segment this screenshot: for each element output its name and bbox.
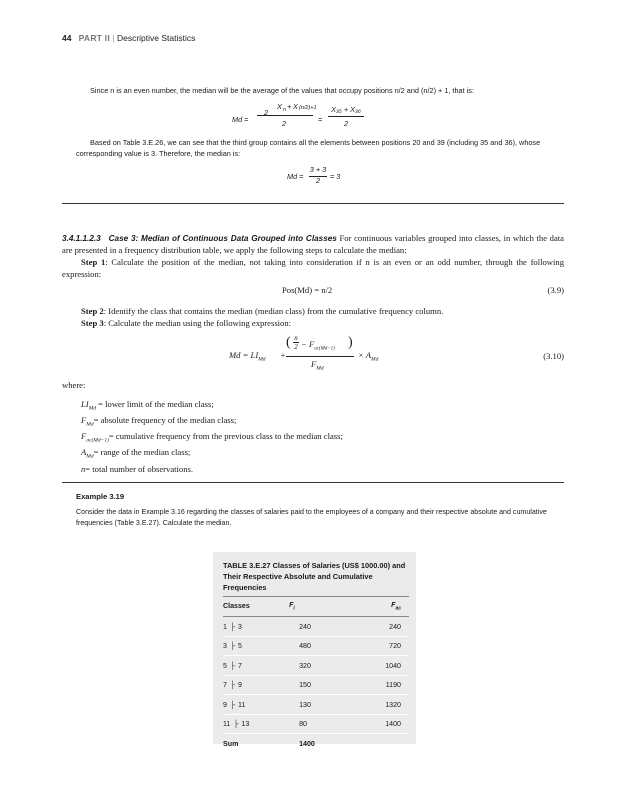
table-row xyxy=(223,656,409,676)
eq2-num: 3 + 3 xyxy=(309,165,327,177)
page-number: 44 xyxy=(62,33,72,43)
eq310-times: × $A_{Md}$ xyxy=(358,350,379,363)
definition-item: $LI_{Md}$ = lower limit of the median class; xyxy=(81,399,214,412)
header-fac: $F_{ac}$ xyxy=(354,597,409,617)
table-sum-row xyxy=(223,734,409,754)
step2-label: Step 2 xyxy=(81,306,104,316)
eq2-result: = 3 xyxy=(330,172,341,181)
table-row xyxy=(223,636,409,656)
table-row xyxy=(223,695,409,715)
eq1-denominator: 2 xyxy=(282,119,287,128)
part-number: II xyxy=(104,33,110,43)
sum-value: 1400 xyxy=(285,734,354,754)
table-row xyxy=(223,617,409,637)
example-text: Consider the data in Example 3.16 regarding the classes of salaries paid to the employees of a company and their respective absolute and cumulative frequencies (Table 3.E.27). Calculate the median. xyxy=(76,508,547,527)
part-label: PART xyxy=(78,33,103,43)
header-classes: Classes xyxy=(223,597,285,617)
eq2-lhs: Md = xyxy=(287,172,304,181)
section-divider xyxy=(62,203,564,204)
eq310-plus: + xyxy=(280,350,286,360)
definition-item: n= total number of observations. xyxy=(81,463,194,474)
median-result-equation xyxy=(287,165,367,189)
table-caption xyxy=(223,560,413,593)
eq1-num-left-2: 2 xyxy=(264,108,269,117)
eq1-den2: 2 xyxy=(343,119,349,128)
section-title: Case 3: Median of Continuous Data Grouped into Classes xyxy=(108,234,337,243)
example-divider xyxy=(62,482,564,483)
header-fi: $F_i$ xyxy=(285,597,354,617)
eq310-numerator: ( n 2 − $F_{ac(Md-1)}$ ) xyxy=(286,334,354,357)
fi-cell: 480 xyxy=(285,636,354,656)
fi-cell: 130 xyxy=(285,695,354,715)
chapter-title: Descriptive Statistics xyxy=(116,33,196,43)
definition-item: $A_{Md}=$ range of the median class; xyxy=(81,447,191,461)
definitions-list xyxy=(81,399,561,475)
median-classes-equation xyxy=(229,334,409,374)
example-title: Example 3.19 xyxy=(76,492,125,501)
table-row xyxy=(223,675,409,695)
fac-cell: 1320 xyxy=(354,695,409,715)
class-range-cell: 7 ├ 9 xyxy=(223,675,285,695)
eq1-num2: X₃₅ + X₃₆ xyxy=(328,105,364,117)
salary-table xyxy=(213,552,416,748)
where-label: where: xyxy=(62,380,86,390)
table-header-row xyxy=(223,597,409,617)
section-number: 3.4.1.1.2.3 xyxy=(62,234,101,243)
fi-cell: 150 xyxy=(285,675,354,695)
eq310-lhs: $Md = LI_{Md}$ xyxy=(229,350,266,363)
fi-cell: 80 xyxy=(285,714,354,734)
class-range-cell: 9 ├ 11 xyxy=(223,695,285,715)
class-range-cell: 1 ├ 3 xyxy=(223,617,285,637)
eq1-numerator: X n + X (n/2)+1 xyxy=(257,102,313,116)
section-text: For continuous variables grouped into classes, in which the data are presented in a frequency distribution table, we apply the following steps to calculate the median: xyxy=(62,233,564,255)
position-equation: Pos(Md) = n/2 xyxy=(282,285,333,295)
step2-paragraph xyxy=(81,306,443,318)
fac-cell: 1190 xyxy=(354,675,409,695)
fac-cell: 1040 xyxy=(354,656,409,676)
step3-label: Step 3 xyxy=(81,318,104,328)
fi-cell: 240 xyxy=(285,617,354,637)
median-equation-even xyxy=(232,102,392,136)
fac-cell: 720 xyxy=(354,636,409,656)
class-range-cell: 5 ├ 7 xyxy=(223,656,285,676)
step2-text: : Identify the class that contains the median (median class) from the cumulative frequency column. xyxy=(103,306,444,316)
fac-cell: 240 xyxy=(354,617,409,637)
eq310-denominator: $F_{Md}$ xyxy=(311,359,324,372)
intro-paragraph: Since n is an even number, the median will be the average of the values that occupy positions n/2 and (n/2) + 1, that is: xyxy=(90,86,474,95)
eq2-den: 2 xyxy=(315,176,321,185)
eq1-equals: = xyxy=(318,115,323,124)
eq-number-3-10: (3.10) xyxy=(543,351,564,361)
step3-paragraph xyxy=(81,318,291,330)
fi-cell: 320 xyxy=(285,656,354,676)
table-caption-text: Classes of Salaries (US$ 1000.00) and Their Respective Absolute and Cumulative Frequencies xyxy=(223,561,406,592)
class-range-cell: 11 ├ 13 xyxy=(223,714,285,734)
step3-text: : Calculate the median using the following expression: xyxy=(103,318,292,328)
step1-paragraph xyxy=(62,257,564,280)
definition-item: $F_{Md}=$ absolute frequency of the median class; xyxy=(81,415,237,428)
definition-item: $F_{ac(Md-1)}=$ cumulative frequency from the previous class to the median class; xyxy=(81,431,343,444)
frequency-table xyxy=(223,596,409,754)
eq1-lhs: Md = xyxy=(232,115,249,124)
eq-number-3-9: (3.9) xyxy=(547,285,564,295)
fac-cell: 1400 xyxy=(354,714,409,734)
sum-label: Sum xyxy=(223,734,285,754)
based-on-paragraph: Based on Table 3.E.26, we can see that the third group contains all the elements between positions 20 and 39 (including 35 and 36), whose corresponding value is 3. Therefore, the median is: xyxy=(76,138,541,158)
section-intro xyxy=(62,233,564,256)
table-label: TABLE 3.E.27 xyxy=(223,561,271,570)
step1-label: Step 1 xyxy=(81,257,106,267)
running-header: 44 PART II | Descriptive Statistics xyxy=(62,33,196,43)
table-row xyxy=(223,714,409,734)
class-range-cell: 3 ├ 5 xyxy=(223,636,285,656)
step1-text: : Calculate the position of the median, not taking into consideration if n is an even or an odd number, through the following expression: xyxy=(62,257,564,279)
